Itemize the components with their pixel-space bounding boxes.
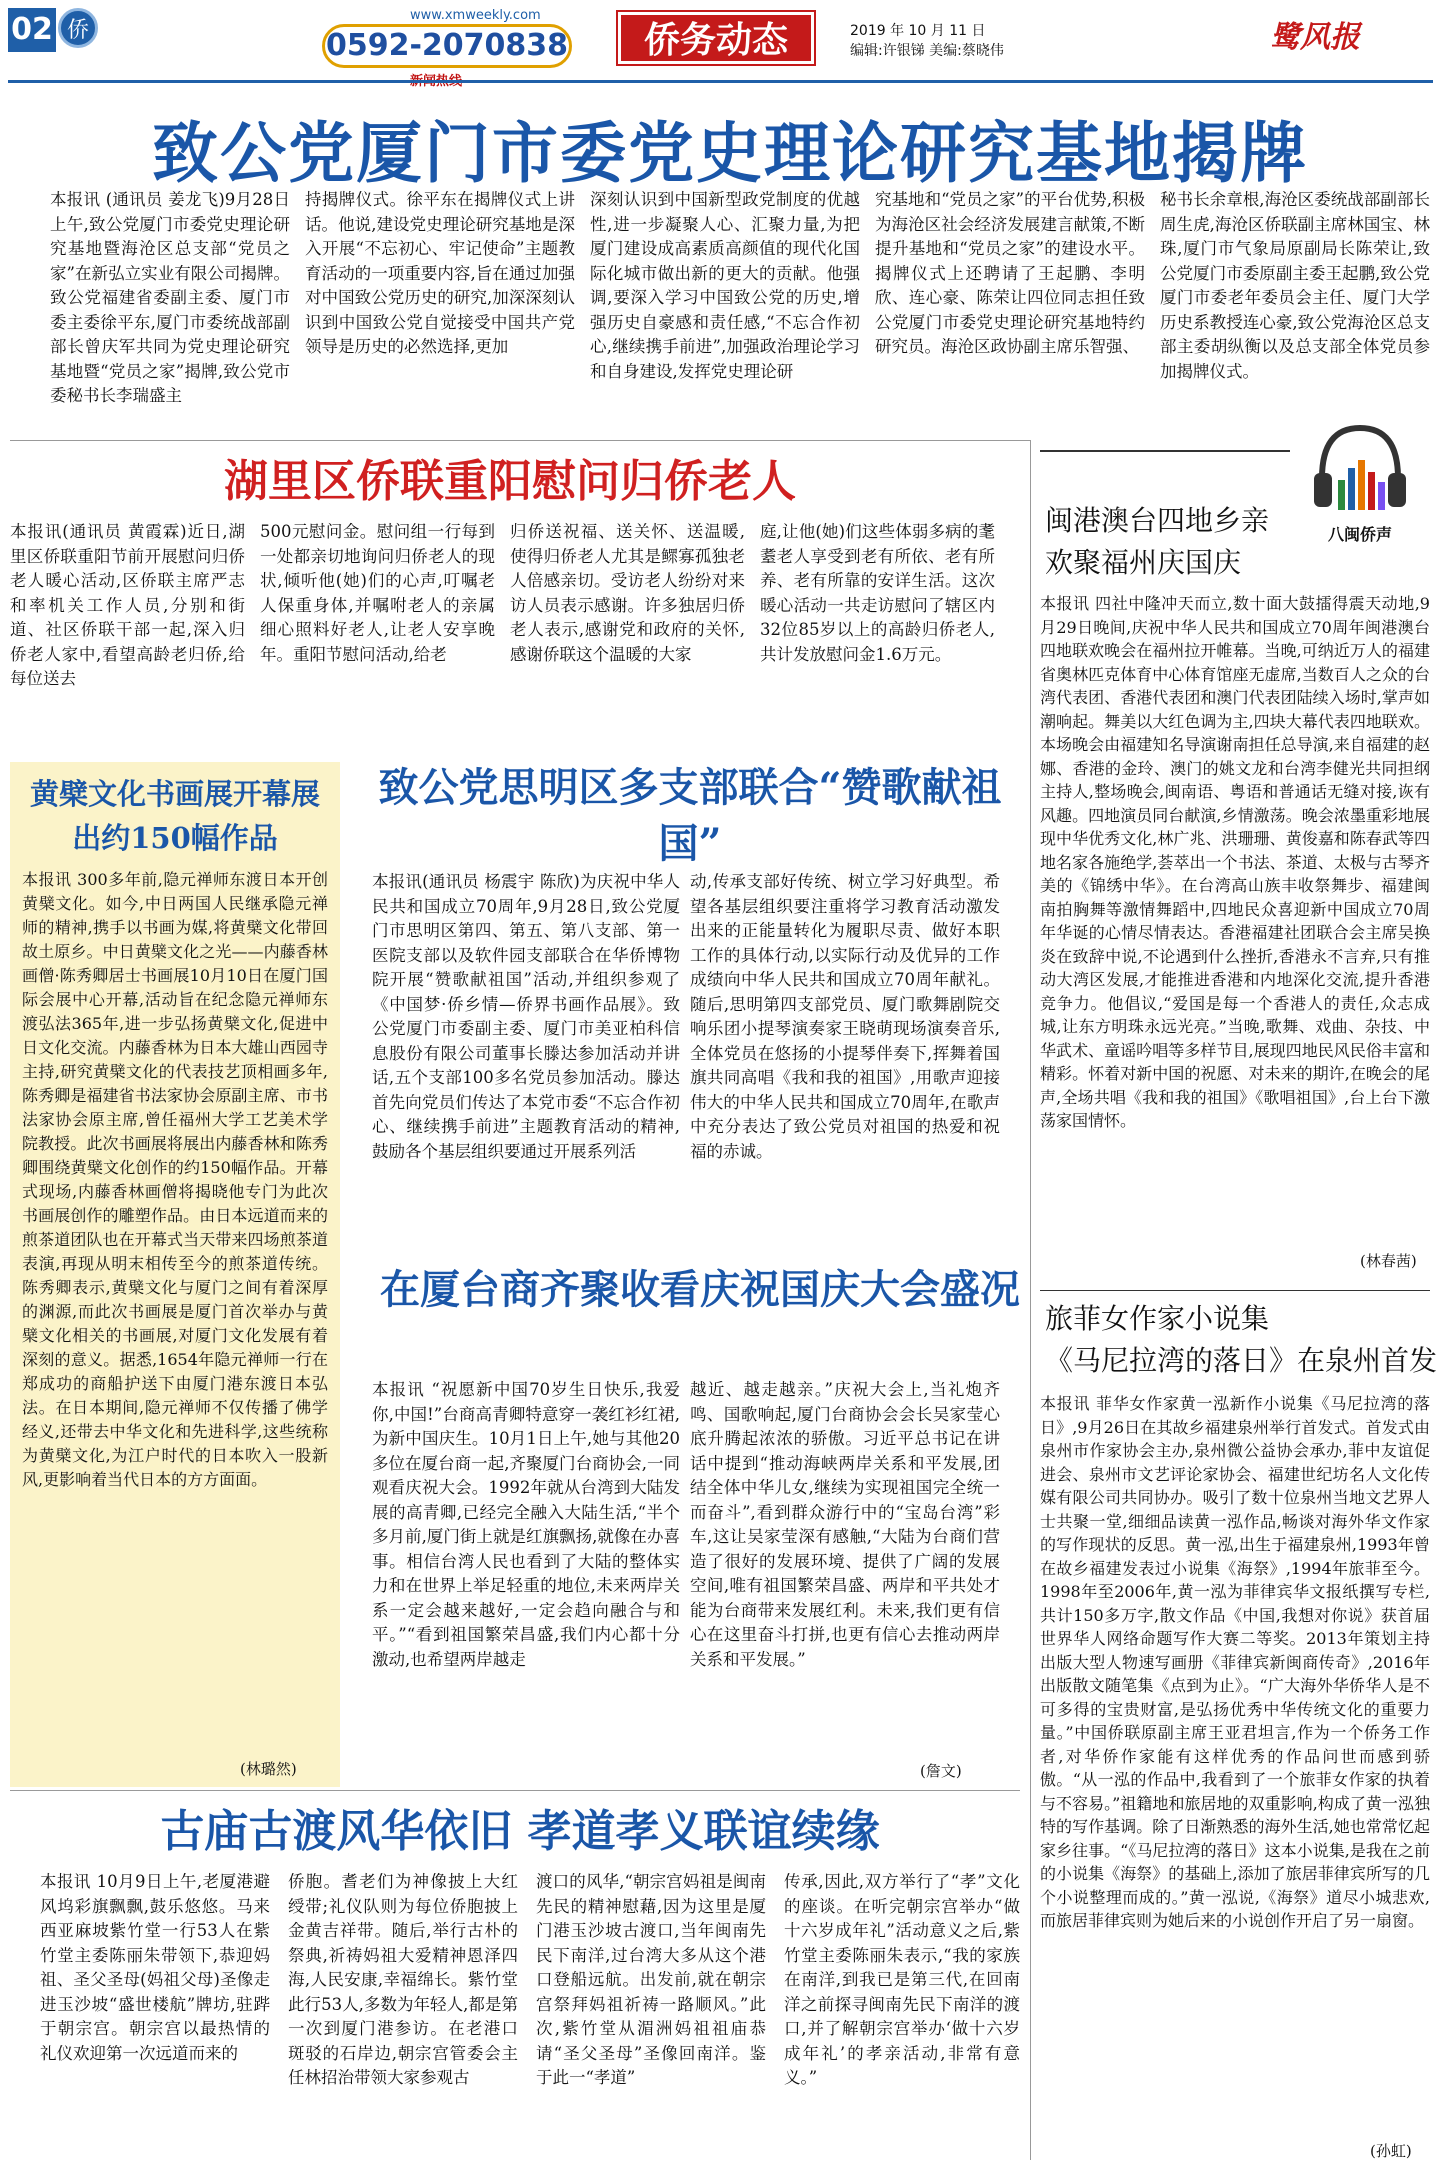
article1-title: 致公党厦门市委党史理论研究基地揭牌 [152, 114, 1308, 192]
article3-title: 黄檗文化书画展开幕展出约150幅作品 [29, 777, 320, 855]
article5-title: 在厦台商齐聚收看庆祝国庆大会盛况 [380, 1266, 1020, 1313]
article6-col2: 侨胞。耆老们为神像披上大红绶带;礼仪队则为每位侨胞披上金黄吉祥带。随后,举行古朴的祭典,祈祷妈祖大爱精神恩泽四海,人民安康,幸福绵长。紫竹堂此行53人,多数为年轻人,都是第一次到厦门港参访。在老港口斑驳的石岸边,朝宗宫管委会主任林招治带领大家参观古 [288, 1872, 518, 2087]
article4-col2: 动,传承支部好传统、树立学习好典型。希望各基层组织要注重将学习教育活动激发出来的正能量转化为履职尽责、做好本职工作的具体行动,以实际行动及优异的工作成绩向中华人民共和国成立70周年献礼。随后,思明第四支部党员、厦门歌舞剧院交响乐团小提琴演奏家王晓萌现场演奏音乐,全体党员在悠扬的小提琴伴奏下,挥舞着国旗共同高唱《我和我的祖国》,用歌声迎接伟大的中华人民共和国成立70周年,在歌声中充分表达了致公党员对祖国的热爱和祝福的赤诚。 [690, 872, 1000, 1161]
hotline-number: 0592-2070838 [322, 24, 572, 68]
article8-title-line1: 旅菲女作家小说集 [1045, 1302, 1270, 1335]
article2-col3: 归侨送祝福、送关怀、送温暖,使得归侨老人尤其是鳏寡孤独老人倍感亲切。受访老人纷纷对来访人员表示感谢。许多独居归侨老人表示,感谢党和政府的关怀,感谢侨联这个温暖的大家 [510, 522, 745, 664]
page-badge: 侨 [58, 8, 98, 48]
article1-col5: 秘书长余章根,海沧区委统战部副部长周生虎,海沧区侨联副主席林国宝、林珠,厦门市气象局原副局长陈荣让,致公党厦门市委原副主委王起鹏,致公党厦门市委老年委员会主任、厦门大学历史系教授连心豪,致公党海沧区总支部主委胡纵衡以及总支部全体党员参加揭牌仪式。 [1160, 190, 1430, 381]
article4-col1: 本报讯(通讯员 杨震宇 陈欣)为庆祝中华人民共和国成立70周年,9月28日,致公党厦门市思明区第四、第五、第八支部、第一医院支部以及软件园支部联合在华侨博物院开展“赞歌献祖国”活动,并组织参观了《中国梦·侨乡情—侨界书画作品展》。致公党厦门市委副主委、厦门市美亚柏科信息股份有限公司董事长滕达参加活动并讲话,五个支部100多名党员参加活动。滕达首先向党员们传达了本党市委“不忘合作初心、继续携手前进”主题教育活动的精神,鼓励各个基层组织要通过开展系列活 [372, 872, 680, 1161]
article6-col1: 本报讯 10月9日上午,老厦港避风坞彩旗飘飘,鼓乐悠悠。马来西亚麻坡紫竹堂一行53人在紫竹堂主委陈丽朱带领下,恭迎妈祖、圣父圣母(妈祖父母)圣像走进玉沙坡“盛世楼航”牌坊,驻跸于朝宗宫。朝宗宫以最热情的礼仪欢迎第一次远道而来的 [40, 1872, 270, 2063]
article4-title: 致公党思明区多支部联合“赞歌献祖国” [378, 764, 1002, 867]
article2-col2: 500元慰问金。慰问组一行每到一处都亲切地询问归侨老人的现状,倾听他(她)们的心声,叮嘱老人保重身体,并嘱咐老人的亲属细心照料好老人,让老人安享晚年。重阳节慰问活动,给老 [260, 522, 495, 664]
article5-col2: 越近、越走越亲。”庆祝大会上,当礼炮齐鸣、国歌响起,厦门台商协会会长吴家莹心底升腾起浓浓的骄傲。习近平总书记在讲话中提到“推动海峡两岸关系和平发展,团结全体中华儿女,继续为实现祖国完全统一而奋斗”,看到群众游行中的“宝岛台湾”彩车,这让吴家莹深有感触,“大陆为台商们营造了很好的发展环境、提供了广阔的发展空间,唯有祖国繁荣昌盛、两岸和平共处才能为台商带来发展红利。未来,我们更有信心在这里奋斗打拼,也更有信心去推动两岸关系和平发展。” [690, 1380, 1000, 1669]
editors-line: 编辑:许银锑 美编:蔡晓伟 [850, 43, 1004, 59]
article7-title-line2: 欢聚福州庆国庆 [1045, 546, 1242, 579]
page-number: 02 [8, 8, 56, 52]
article5-col1: 本报讯 “祝愿新中国70岁生日快乐,我爱你,中国!”台商高青卿特意穿一袭红衫红裙,为新中国庆生。10月1日上午,她与其他20多位在厦台商一起,齐聚厦门台商协会,一同观看庆祝大会。1992年就从台湾到大陆发展的高青卿,已经完全融入大陆生活,“半个多月前,厦门街上就是红旗飘扬,就像在办喜事。相信台湾人民也看到了大陆的整体实力和在世界上举足轻重的地位,未来两岸关系一定会越来越好,一定会趋向融合与和平。”“看到祖国繁荣昌盛,我们内心都十分激动,也希望两岸越走 [372, 1380, 680, 1669]
article1-col3: 深刻认识到中国新型政党制度的优越性,进一步凝聚人心、汇聚力量,为把厦门建设成高素质高颜值的现代化国际化城市做出新的更大的贡献。他强调,要深入学习中国致公党的历史,增强历史自豪感和责任感,“不忘合作初心,继续携手前进”,加强政治理论学习和自身建设,发挥党史理论研 [590, 190, 860, 381]
article7-title-line1: 闽港澳台四地乡亲 [1045, 504, 1270, 537]
divider [1040, 1290, 1430, 1291]
article8-body: 本报讯 菲华女作家黄一泓新作小说集《马尼拉湾的落日》,9月26日在其故乡福建泉州举行首发式。首发式由泉州市作家协会主办,泉州微公益协会承办,菲中友谊促进会、泉州市文艺评论家协会、福建世纪坊名人文化传媒有限公司共同协办。吸引了数十位泉州当地文艺界人士共聚一堂,细细品读黄一泓作品,畅谈对海外华文作家的写作现状的反思。黄一泓,出生于福建泉州,1993年曾在故乡福建发表过小说集《海祭》,1994年旅菲至今。1998年至2006年,黄一泓为菲律宾华文报纸撰写专栏,共计150多万字,散文作品《中国,我想对你说》获首届世界华人网络命题写作大赛二等奖。2013年策划主持出版大型人物速写画册《菲律宾新闽商传奇》,2016年出版散文随笔集《点到为止》。“广大海外华侨华人是不可多得的宝贵财富,是弘扬优秀中华传统文化的重要力量。”中国侨联原副主席王亚君坦言,作为一个侨务工作者,对华侨作家能有这样优秀的作品问世而感到骄傲。“从一泓的作品中,我看到了一个旅菲女作家的执着与不容易。”祖籍地和旅居地的双重影响,构成了黄一泓独特的写作基调。除了日渐熟悉的海外生活,她也常常忆起家乡往事。“《马尼拉湾的落日》这本小说集,是我在之前的小说集《海祭》的基础上,添加了旅居菲律宾所写的几个小说整理而成的。”黄一泓说,《海祭》道尽小城悲欢,而旅居菲律宾则为她后来的小说创作开启了另一扇窗。 [1040, 1394, 1430, 1930]
divider [10, 440, 1030, 441]
sidebar-rule [1040, 450, 1290, 452]
article5-byline: (詹文) [920, 1762, 962, 1780]
divider [10, 1790, 1020, 1791]
article2-title: 湖里区侨联重阳慰问归侨老人 [224, 456, 796, 507]
article8-title-line2: 《马尼拉湾的落日》在泉州首发 [1045, 1344, 1438, 1377]
article1-col4: 究基地和“党员之家”的平台优势,积极为海沧区社会经济发展建言献策,不断提升基地和“党员之家”的建设水平。揭牌仪式上还聘请了王起鹏、李明欣、连心豪、陈荣让四位同志担任致公党厦门市委党史理论研究基地特约研究员。海沧区政协副主席乐智强、 [875, 190, 1145, 356]
article6-title: 古庙古渡风华依旧 孝道孝义联谊续缘 [160, 1806, 880, 1857]
website-url[interactable]: www.xmweekly.com [410, 8, 541, 23]
article3-body: 本报讯 300多年前,隐元禅师东渡日本开创黄檗文化。如今,中日两国人民继承隐元禅师的精神,携手以书画为媒,将黄檗文化带回故土原乡。中日黄檗文化之光——内藤香林画僧·陈秀卿居士书画展10月10日在厦门国际会展中心开幕,活动旨在纪念隐元禅师东渡弘法365年,进一步弘扬黄檗文化,促进中日文化交流。内藤香林为日本大雄山西园寺主持,研究黄檗文化的代表技艺顶相画多年,陈秀卿是福建省书法家协会原副主席、市书法家协会原主席,曾任福州大学工艺美术学院教授。此次书画展将展出内藤香林和陈秀卿围绕黄檗文化创作的约150幅作品。开幕式现场,内藤香林画僧将揭晓他专门为此次书画展创作的雕塑作品。由日本远道而来的煎茶道团队也在开幕式当天带来四场煎茶道表演,再现从明末相传至今的煎茶道传统。陈秀卿表示,黄檗文化与厦门之间有着深厚的渊源,而此次书画展是厦门首次举办与黄檗文化相关的书画展,对厦门文化发展有着深刻的意义。据悉,1654年隐元禅师一行在郑成功的商船护送下由厦门港东渡日本弘法。在日本期间,隐元禅师不仅传播了佛学经义,还带去中华文化和先进科学,这些统称为黄檗文化,为江户时代的日本吹入一股新风,更影响着当代日本的方方面面。 [22, 870, 328, 1489]
newspaper-logo: 鹭风报 [1270, 20, 1360, 55]
article7-body: 本报讯 四社中隆冲天而立,数十面大鼓擂得震天动地,9月29日晚间,庆祝中华人民共和国成立70周年闽港澳台四地联欢晚会在福州拉开帷幕。当晚,可纳近万人的福建省奥林匹克体育中心体育馆座无虚席,当数百人之众的台湾代表团、香港代表团和澳门代表团陆续入场时,掌声如潮响起。舞美以大红色调为主,四块大幕代表四地联欢。本场晚会由福建知名导演谢南担任总导演,来自福建的赵娜、香港的金玲、澳门的姚文龙和台湾李健光共同担纲主持人,整场晚会,闽南语、粤语和普通话无缝对接,诙有风趣。四地演员同台献演,乡情激荡。晚会浓墨重彩地展现中华优秀文化,林广兆、洪珊珊、黄俊嘉和陈春武等四地名家各施绝学,荟萃出一个书法、茶道、太极与古琴齐美的《锦绣中华》。在台湾高山族丰收祭舞步、福建闽南拍胸舞等激情舞蹈中,四地民众喜迎新中国成立70周年华诞的心情尽情表达。香港福建社团联合会主席吴换炎在致辞中说,不论遇到什么挫折,香港永不言弃,只有推动大湾区发展,才能推进香港和内地深化交流,提升香港竞争力。他倡议,“爱国是每一个香港人的责任,众志成城,让东方明珠永远光亮。”当晚,歌舞、戏曲、杂技、中华武术、童谣吟唱等多样节目,展现四地民风民俗丰富和精彩。怀着对新中国的祝愿、对未来的期许,在晚会的尾声,全场共唱《我和我的祖国》《歌唱祖国》,台上台下激荡家国情怀。 [1040, 594, 1430, 1130]
article3-byline: (林璐然) [240, 1760, 297, 1778]
header-rule [8, 80, 1433, 83]
article6-col4: 传承,因此,双方举行了“孝”文化的座谈。在听完朝宗宫举办“做十六岁成年礼”活动意义之后,紫竹堂主委陈丽朱表示,“我的家族在南洋,到我已是第三代,在回南洋之前探寻闽南先民下南洋的渡口,并了解朝宗宫举办‘做十六岁成年礼’的孝亲活动,非常有意义。” [784, 1872, 1020, 2087]
column-divider [1030, 440, 1031, 2160]
date-line: 2019 年 10 月 11 日 [850, 23, 986, 39]
article8-byline: (孙虹) [1370, 2142, 1412, 2160]
article2-col4: 庭,让他(她)们这些体弱多病的耄耋老人享受到老有所依、老有所养、老有所靠的安详生活。这次暖心活动一共走访慰问了辖区内32位85岁以上的高龄归侨老人,共计发放慰问金1.6万元。 [760, 522, 995, 664]
article6-col3: 渡口的风华,“朝宗宫妈祖是闽南先民的精神慰藉,因为这里是厦门港玉沙坡古渡口,当年闽南先民下南洋,过台湾大多从这个港口登船远航。出发前,就在朝宗宫祭拜妈祖祈祷一路顺风。”此次,紫竹堂从湄洲妈祖祖庙恭请“圣父圣母”圣像回南洋。鉴于此一“孝道” [536, 1872, 766, 2087]
article2-col1: 本报讯(通讯员 黄霞霖)近日,湖里区侨联重阳节前开展慰问归侨老人暖心活动,区侨联主席严志和率机关工作人员,分别和街道、社区侨联干部一起,深入归侨老人家中,看望高龄老归侨,给每位送去 [10, 522, 245, 688]
article1-col2: 持揭牌仪式。徐平东在揭牌仪式上讲话。他说,建设党史理论研究基地是深入开展“不忘初心、牢记使命”主题教育活动的一项重要内容,旨在通过加强对中国致公党历史的研究,加深深刻认识到中国致公党自觉接受中国共产党领导是历史的必然选择,更加 [305, 190, 575, 356]
sidebar-column-label: 八闽侨声 [1327, 525, 1392, 544]
article7-byline: (林春茜) [1360, 1252, 1417, 1270]
section-title: 侨务动态 [618, 12, 814, 64]
headphones-icon [1312, 418, 1408, 518]
article1-col1: 本报讯 (通讯员 姜龙飞)9月28日上午,致公党厦门市委党史理论研究基地暨海沧区总支部“党员之家”在新弘立实业有限公司揭牌。致公党福建省委副主委、厦门市委主委徐平东,厦门市委统战部副部长曾庆军共同为党史理论研究基地暨“党员之家”揭牌,致公党市委秘书长李瑞盛主 [50, 190, 290, 405]
